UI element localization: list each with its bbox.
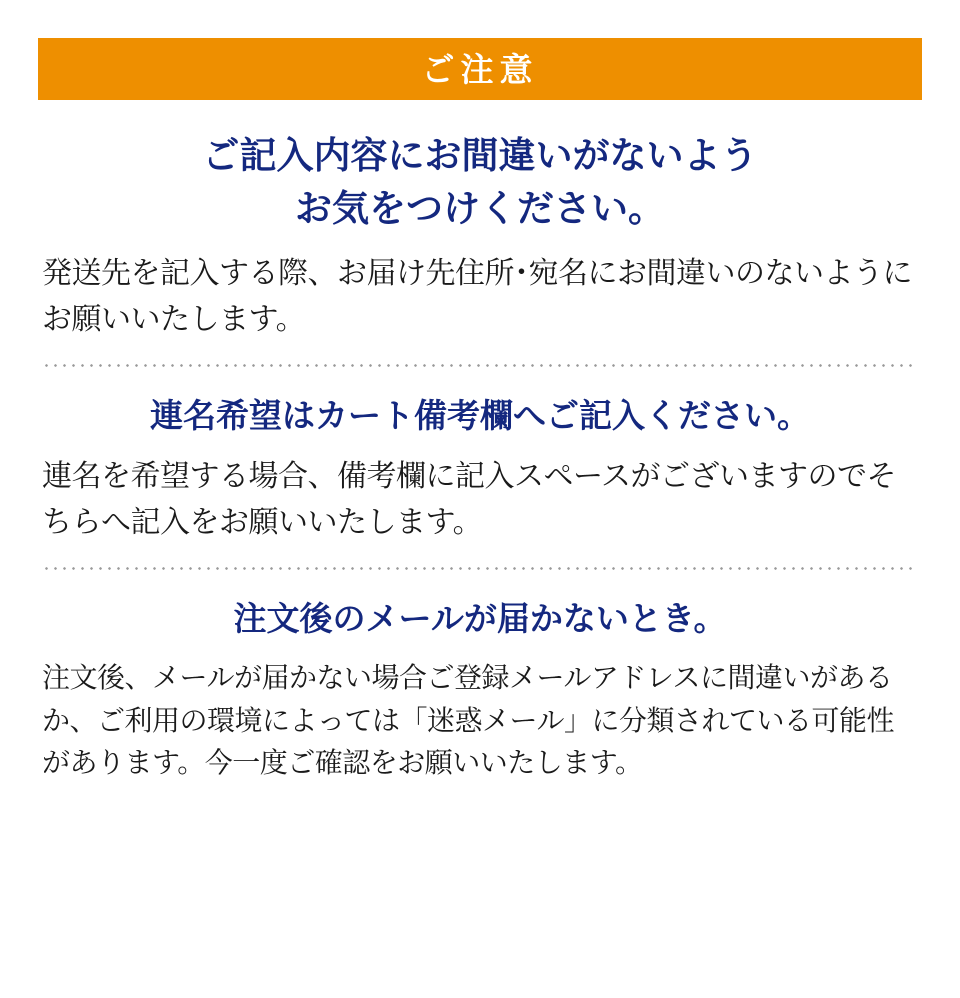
section-heading: 注文後のメールが届かないとき。 <box>233 600 727 638</box>
section-mail-not-received <box>42 598 918 785</box>
section-address-check <box>42 130 918 367</box>
section-heading <box>42 130 918 235</box>
section-body: 連名を希望する場合、備考欄に記入スペースがございますのでそちらへ記入をお願いいたします。 <box>42 460 896 539</box>
section-heading-line-1: ご記入内容にお間違いがないよう <box>202 135 758 176</box>
banner-title: ご注意 <box>421 50 539 88</box>
section-heading: 連名希望はカート備考欄へご記入ください。 <box>150 397 810 435</box>
section-divider <box>42 364 918 367</box>
section-joint-name <box>42 395 918 570</box>
notice-page <box>0 38 960 998</box>
section-body: 注文後、メールが届かない場合ご登録メールアドレスに間違いがあるか、ご利用の環境によっては「迷惑メール」に分類されている可能性があります。今一度ご確認をお願いいたします。 <box>42 662 894 779</box>
section-body: 発送先を記入する際、お届け先住所･宛名にお間違いのないようにお願いいたします。 <box>42 257 912 336</box>
section-heading-line-2: お気をつけください。 <box>295 187 665 229</box>
notice-content <box>0 130 960 785</box>
notice-banner <box>38 38 922 100</box>
section-divider <box>42 567 918 570</box>
